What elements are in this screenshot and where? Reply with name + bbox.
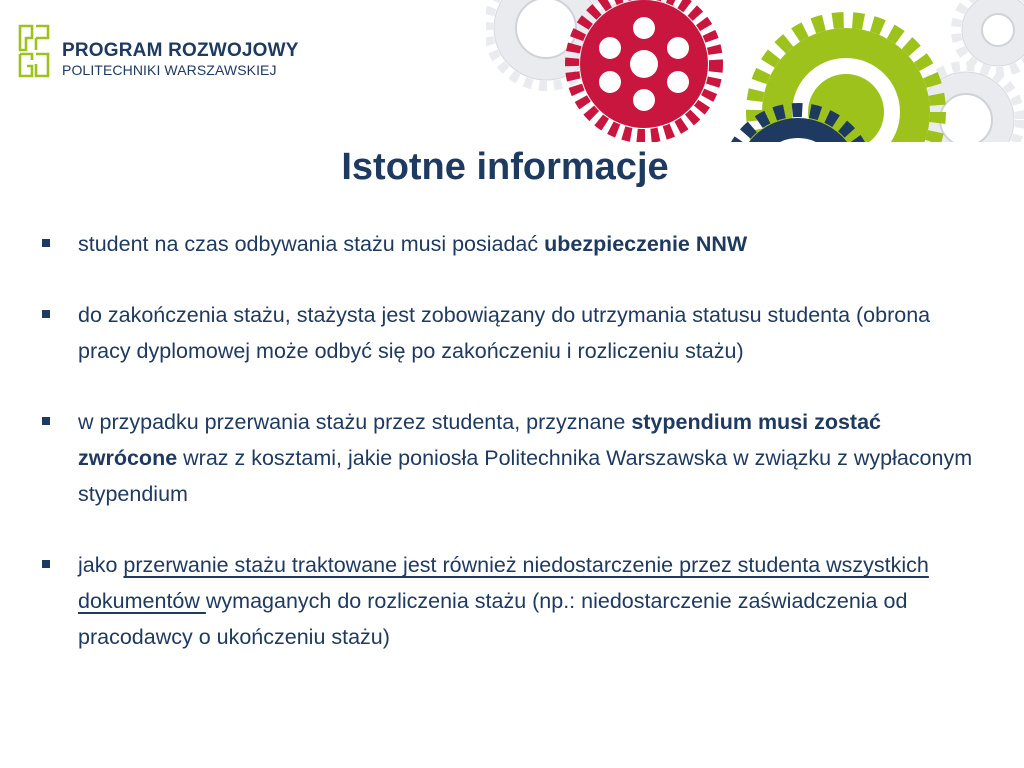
bullet-item-student-status <box>42 297 982 369</box>
bullet-text-continued: wymaganych do rozliczenia stażu (np.: niedostarczenie zaświadczenia od pracodawcy o ukończeniu stażu) <box>78 589 908 649</box>
bullet-list <box>42 226 982 655</box>
bullet-bold-text: stypendium musi zostać zwrócone <box>78 410 882 470</box>
logo-line-1: PROGRAM ROZWOJOWY <box>62 40 299 61</box>
pg-logo-mark-icon <box>18 24 50 78</box>
slide-title: Istotne informacje <box>341 146 669 188</box>
bullet-text: w przypadku przerwania stażu przez studenta, przyznane <box>78 410 632 434</box>
bullet-bold-text: ubezpieczenie NNW <box>544 232 748 256</box>
gears-illustration <box>486 0 1024 142</box>
bullet-square-icon <box>42 417 50 425</box>
bullet-underlined-text: przerwanie stażu traktowane jest również niedostarczenie przez studenta wszystkich dokumentów <box>78 553 929 613</box>
bullet-text: do zakończenia stażu, stażysta jest zobowiązany do utrzymania statusu studenta (obrona pracy dyplomowej może odbyć się po zakończeniu i rozliczeniu stażu) <box>78 303 931 363</box>
bullet-item-scholarship <box>42 404 982 512</box>
bullet-item-documents <box>42 547 982 655</box>
bullet-square-icon <box>42 560 50 568</box>
program-logo <box>18 22 318 86</box>
bullet-text-continued: wraz z kosztami, jakie poniosła Politechnika Warszawska w związku z wypłaconym stypendium <box>78 446 973 506</box>
bullet-square-icon <box>42 239 50 247</box>
logo-line-2: POLITECHNIKI WARSZAWSKIEJ <box>62 62 277 78</box>
bullet-square-icon <box>42 310 50 318</box>
bullet-text: student na czas odbywania stażu musi posiadać <box>78 232 545 256</box>
bullet-item-insurance <box>42 226 982 262</box>
bullet-text: jako <box>78 553 124 577</box>
